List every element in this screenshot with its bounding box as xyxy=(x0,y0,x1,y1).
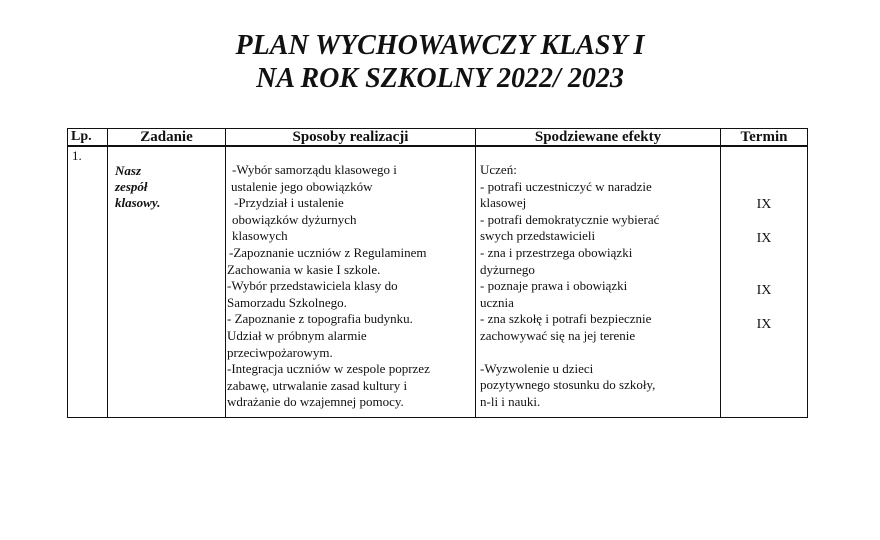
term-value: IX xyxy=(756,231,772,246)
term-value: IX xyxy=(756,283,772,298)
task-line: klasowy. xyxy=(115,195,161,210)
cell-term xyxy=(721,146,808,418)
plan-table xyxy=(67,128,808,418)
methods-line: wdrażanie do wzajemnej pomocy. xyxy=(227,394,404,410)
methods-line: -Wybór przedstawiciela klasy do xyxy=(227,278,398,294)
task-line: zespół xyxy=(115,179,148,194)
header-zadanie: Zadanie xyxy=(108,129,226,147)
task-line: Nasz xyxy=(115,163,142,178)
methods-line: Udział w próbnym alarmie xyxy=(227,327,367,343)
cell-effects xyxy=(476,146,721,418)
document-subtitle: NA ROK SZKOLNY 2022/ 2023 xyxy=(256,63,624,94)
table-header-row xyxy=(68,129,808,147)
table-row xyxy=(68,146,808,418)
term-value: IX xyxy=(756,197,772,212)
effects-line: - potrafi uczestniczyć w naradzie xyxy=(480,178,652,194)
document-title: PLAN WYCHOWAWCZY KLASY I xyxy=(235,30,645,61)
effects-spacer xyxy=(480,345,720,361)
methods-line: obowiązków dyżurnych xyxy=(232,211,357,227)
effects-line: - potrafi demokratycznie wybierać xyxy=(480,211,660,227)
effects-line: dyżurnego xyxy=(480,261,535,277)
effects-line: ucznia xyxy=(480,294,514,310)
effects-line: klasowej xyxy=(480,195,527,211)
effects-line: Uczeń: xyxy=(480,162,517,177)
methods-line: -Integracja uczniów w zespole poprzez xyxy=(227,361,430,377)
effects-line: - zna i przestrzega obowiązki xyxy=(480,244,633,260)
term-value: IX xyxy=(756,317,772,332)
effects-line: zachowywać się na jej terenie xyxy=(480,327,636,343)
effects-line: pozytywnego stosunku do szkoły, xyxy=(480,377,656,393)
effects-line: - zna szkołę i potrafi bezpiecznie xyxy=(480,311,652,327)
header-lp: Lp. xyxy=(68,129,108,147)
methods-line: Zachowania w kasie I szkole. xyxy=(227,261,381,277)
methods-line: -Wybór samorządu klasowego i xyxy=(232,162,397,177)
cell-task xyxy=(108,146,226,418)
methods-line: ustalenie jego obowiązków xyxy=(231,178,373,194)
effects-line: swych przedstawicieli xyxy=(480,228,596,244)
header-termin: Termin xyxy=(721,129,808,147)
methods-line: przeciwpożarowym. xyxy=(227,344,333,360)
effects-line: n-li i nauki. xyxy=(480,393,541,409)
methods-line: -Przydział i ustalenie xyxy=(234,195,344,211)
cell-lp xyxy=(68,146,108,418)
methods-line: klasowych xyxy=(232,228,288,244)
row-number: 1. xyxy=(72,148,82,163)
methods-line: zabawę, utrwalanie zasad kultury i xyxy=(227,377,408,393)
effects-text xyxy=(476,147,720,410)
methods-line: -Zapoznanie uczniów z Regulaminem xyxy=(229,244,427,260)
methods-line: Samorzadu Szkolnego. xyxy=(227,294,347,310)
header-spodziewane-efekty: Spodziewane efekty xyxy=(476,129,721,147)
header-sposoby-realizacji: Sposoby realizacji xyxy=(226,129,476,147)
methods-line: - Zapoznanie z topografia budynku. xyxy=(227,311,413,327)
cell-methods xyxy=(226,146,476,418)
methods-text xyxy=(226,147,475,411)
effects-line: - poznaje prawa i obowiązki xyxy=(480,278,628,294)
effects-line: -Wyzwolenie u dzieci xyxy=(480,360,594,376)
task-text xyxy=(108,147,225,211)
